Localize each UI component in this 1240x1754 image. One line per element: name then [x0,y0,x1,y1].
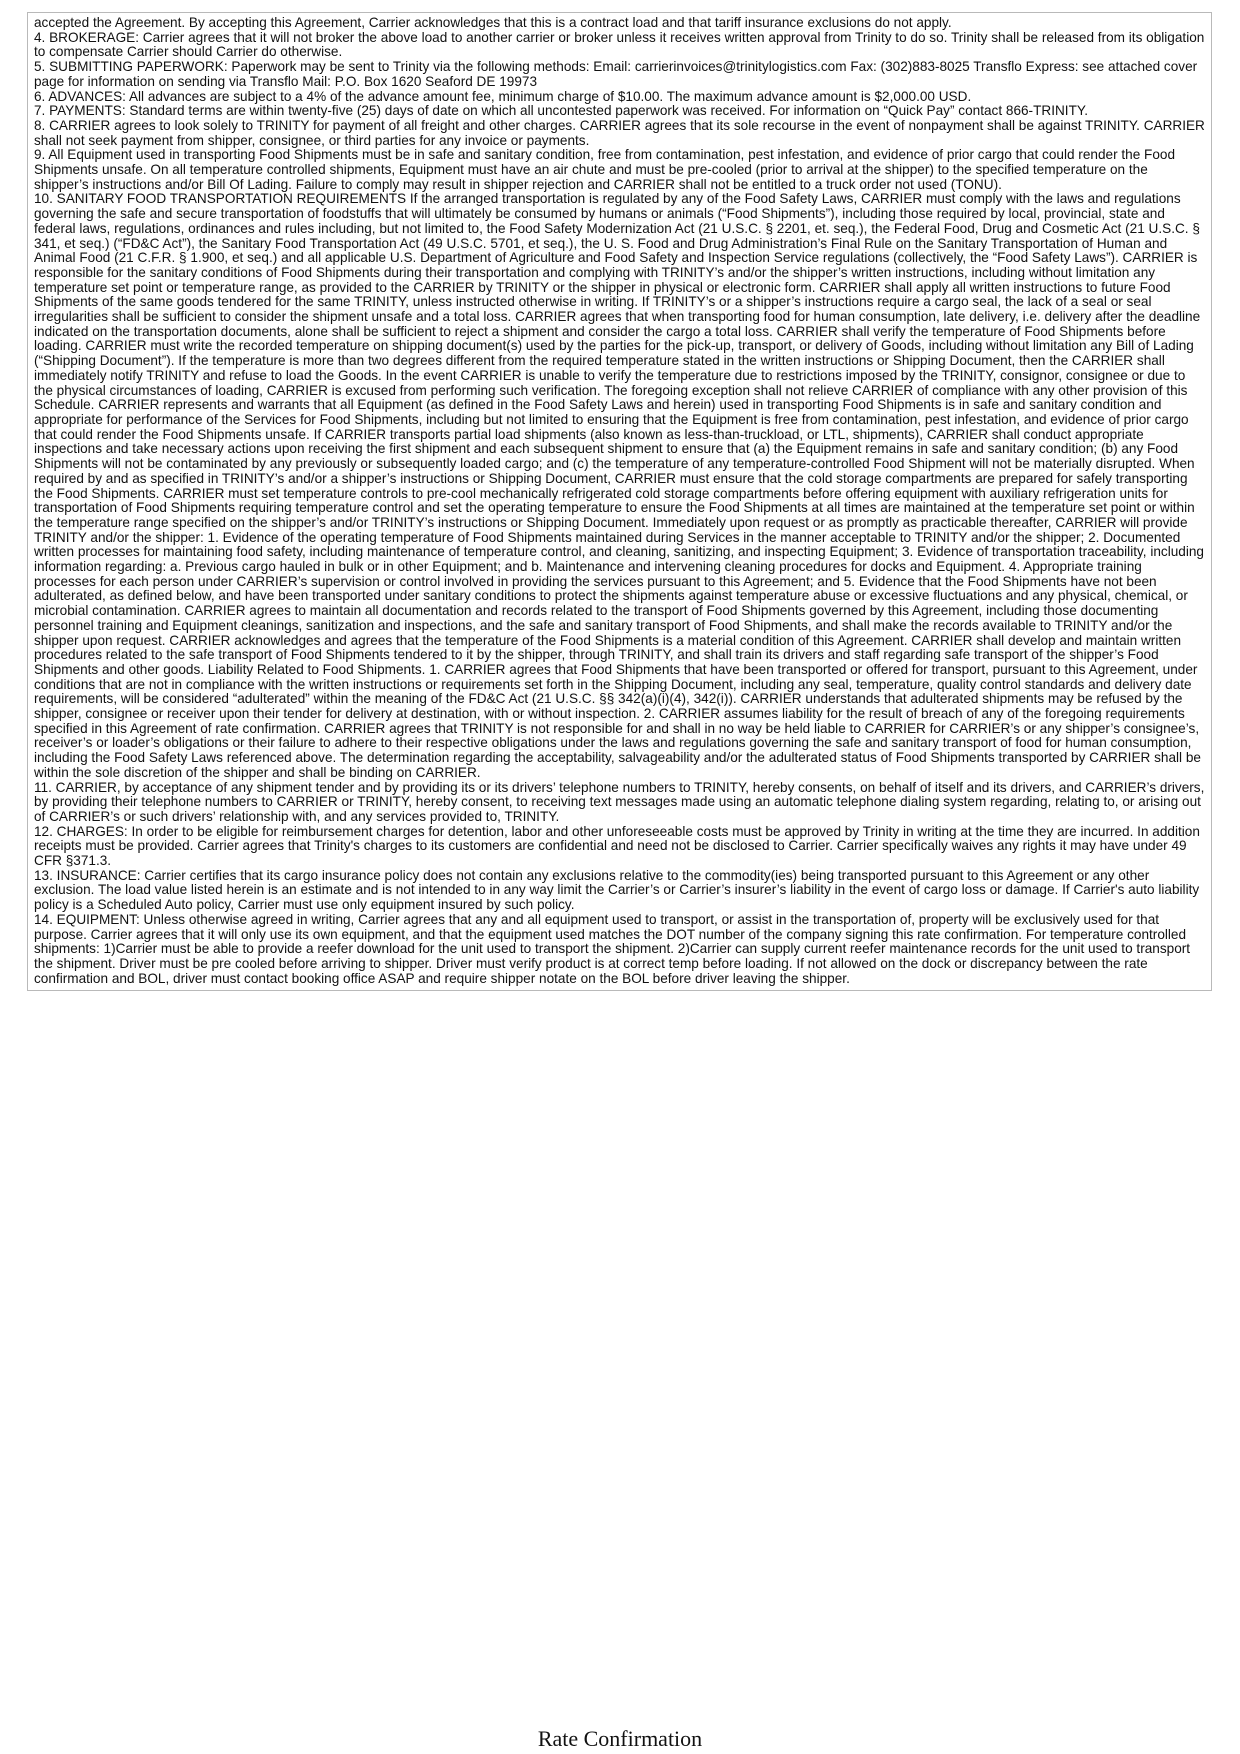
clause-charges: 12. CHARGES: In order to be eligible for reimbursement charges for detention, labor and other unforeseeable costs must be approved by Trinity in writing at the time they are incurred. In addition receipts must be provided. Carrier agrees that Trinity's charges to its customers are confidential and need not be disclosed to Carrier. Carrier specifically waives any rights it may have under 49 CFR §371.3. [34,823,1200,869]
clause-brokerage: 4. BROKERAGE: Carrier agrees that it will not broker the above load to another carrier or broker unless it receives written approval from Trinity to do so. Trinity shall be released from its obligation to compensate Carrier should Carrier do otherwise. [34,29,1205,60]
clause-payments: 7. PAYMENTS: Standard terms are within twenty-five (25) days of date on which all uncontested paperwork was received. For information on “Quick Pay” contact 866-TRINITY. [34,103,1088,119]
clause-sanitary-food-transportation: 10. SANITARY FOOD TRANSPORTATION REQUIREMENTS If the arranged transportation is regulated by any of the Food Safety Laws, CARRIER must comply with the laws and regulations governing the safe and secure transportation of foodstuffs that will ultimately be consumed by humans or animals (“Food Shipments”), including those required by local, provincial, state and federal laws, regulations, ordinances and rules including, but not limited to, the Food Safety Modernization Act (21 U.S.C. § 2201, et. seq.), the Federal Food, Drug and Cosmetic Act (21 U.S.C. § 341, et seq.) (“FD&C Act”), the Sanitary Food Transportation Act (49 U.S.C. 5701, et seq.), the U. S. Food and Drug Administration’s Final Rule on the Sanitary Transportation of Human and Animal Food (21 C.F.R. § 1.900, et seq.) and all applicable U.S. Department of Agriculture and Food Safety and Inspection Service regulations (collectively, the “Food Safety Laws”). CARRIER is responsible for the sanitary conditions of Food Shipments during their transportation and complying with TRINITY’s and/or the shipper’s written instructions, including without limitation any temperature set point or temperature range, as provided to the CARRIER by TRINITY or the shipper in physical or electronic form. CARRIER shall apply all written instructions to future Food Shipments of the same goods tendered for the same TRINITY, unless instructed otherwise in writing. If TRINITY’s or a shipper’s instructions require a cargo seal, the lack of a seal or seal irregularities shall be sufficient to consider the shipment unsafe and a total loss. CARRIER agrees that when transporting food for human consumption, late delivery, i.e. delivery after the deadline indicated on the transportation documents, alone shall be sufficient to reject a shipment and consider the cargo a total loss. CARRIER shall verify the temperature of Food Shipments before loading. CARRIER must write the recorded temperature on shipping document(s) used by the parties for the pick-up, transport, or delivery of Goods, including without limitation any Bill of Lading (“Shipping Document”). If the temperature is more than two degrees different from the required temperature stated in the written instructions or Shipping Document, then the CARRIER shall immediately notify TRINITY and refuse to load the Goods. In the event CARRIER is unable to verify the temperature due to restrictions imposed by the TRINITY, consignor, consignee or due to the physical circumstances of loading, CARRIER is excused from performing such verification. The foregoing exception shall not relieve CARRIER of compliance with any other provision of this Schedule. CARRIER represents and warrants that all Equipment (as defined in the Food Safety Laws and herein) used in transporting Food Shipments is in safe and sanitary condition and appropriate for performance of the Services for Food Shipments, including but not limited to ensuring that the Equipment is free from contamination, pest infestation, and evidence of prior cargo that could render the Food Shipments unsafe. If CARRIER transports partial load shipments (also known as less-than-truckload, or LTL, shipments), CARRIER shall conduct appropriate inspections and take necessary actions upon receiving the first shipment and each subsequent shipment to ensure that (a) the Equipment remains in safe and sanitary condition; (b) any Food Shipments will not be contaminated by any previously or subsequently loaded cargo; and (c) the temperature of any temperature-controlled Food Shipment will not be materially disrupted. When required by and as specified in TRINITY’s and/or a shipper’s instructions or Shipping Document, CARRIER must ensure that the cold storage compartments are prepared for safely transporting the Food Shipments. CARRIER must set temperature controls to pre-cool mechanically refrigerated cold storage compartments before offering equipment with auxiliary refrigeration units for transportation of Food Shipments requiring temperature control and set the operating temperature to ensure the Food Shipments at all times are maintained at the temperature set point or within the temperature range specified on the shipper’s and/or TRINITY’s instructions or Shipping Document. Immediately upon request or as promptly as practicable thereafter, CARRIER will provide TRINITY and/or the shipper: 1. Evidence of the operating temperature of Food Shipments maintained during Services in the manner acceptable to TRINITY and/or the shipper; 2. Documented written processes for maintaining food safety, including maintenance of temperature control, and cleaning, sanitizing, and inspecting Equipment; 3. Evidence of transportation traceability, including information regarding: a. Previous cargo hauled in bulk or in other Equipment; and b. Maintenance and intervening cleaning procedures for docks and Equipment. 4. Appropriate training processes for each person under CARRIER’s supervision or control involved in providing the services pursuant to this Agreement; and 5. Evidence that the Food Shipments have not been adulterated, as defined below, and have been transported under sanitary conditions to protect the shipments against temperature abuse or excessive fluctuations and any physical, chemical, or microbial contamination. CARRIER agrees to maintain all documentation and records related to the transport of Food Shipments governed by this Agreement, including those documenting personnel training and Equipment cleanings, sanitization and inspections, and the safe and sanitary transport of Food Shipments, and shall make the records available to TRINITY and/or the shipper upon request. CARRIER acknowledges and agrees that the temperature of the Food Shipments is a material condition of this Agreement. CARRIER shall develop and maintain written procedures related to the safe transport of Food Shipments tendered to it by the shipper, through TRINITY, and shall train its drivers and staff regarding safe transport of the shipper’s Food Shipments and other goods. Liability Related to Food Shipments. 1. CARRIER agrees that Food Shipments that have been transported or offered for transport, pursuant to this Agreement, under conditions that are not in compliance with the written instructions or requirements set forth in the Shipping Document, including any seal, temperature, quality control standards and delivery date requirements, will be considered “adulterated” within the meaning of the FD&C Act (21 U.S.C. §§ 342(a)(i)(4), 342(i)). CARRIER understands that adulterated shipments may be refused by the shipper, consignee or receiver upon their tender for delivery at destination, with or without inspection. 2. CARRIER assumes liability for the result of breach of any of the foregoing requirements specified in this Agreement of rate confirmation. CARRIER agrees that TRINITY is not responsible for and shall in no way be held liable to CARRIER for CARRIER’s or any shipper’s consignee’s, receiver’s or loader’s obligations or their failure to adhere to their respective obligations under the laws and regulations governing the safe and sanitary transport of food for human consumption, including the Food Safety Laws referenced above. The determination regarding the acceptability, salvageability and/or the adulterated status of Food Shipments transported by CARRIER shall be within the sole discretion of the shipper and shall be binding on CARRIER. [34,191,1204,780]
clause-advances: 6. ADVANCES: All advances are subject to a 4% of the advance amount fee, minimum charge of $10.00. The maximum advance amount is $2,000.00 USD. [34,88,972,104]
terms-and-conditions-box [27,12,1212,991]
clause-insurance: 13. INSURANCE: Carrier certifies that its cargo insurance policy does not contain any exclusions relative to the commodity(ies) being transported pursuant to this Agreement or any other exclusion. The load value listed herein is an estimate and is not intended to in any way limit the Carrier’s or Carrier’s insurer’s liability in the event of cargo loss or damage. If Carrier's auto liability policy is a Scheduled Auto policy, Carrier must use only equipment insured by such policy. [34,867,1200,913]
clause-equipment-sanitation: 9. All Equipment used in transporting Food Shipments must be in safe and sanitary condition, free from contamination, pest infestation, and evidence of prior cargo that could render the Food Shipments unsafe. On all temperature controlled shipments, Equipment must have an air chute and must be pre-cooled (prior to arrival at the shipper) to the specified temperature on the shipper’s instructions and/or Bill Of Lading. Failure to comply may result in shipper rejection and CARRIER shall not be entitled to a truck order not used (TONU). [34,147,1176,192]
clause-equipment: 14. EQUIPMENT: Unless otherwise agreed in writing, Carrier agrees that any and all equipment used to transport, or assist in the transportation of, property will be exclusively used for that purpose. Carrier agrees that it will only use its own equipment, and that the equipment used matches the DOT number of the company signing this rate confirmation. For temperature controlled shipments: 1)Carrier must be able to provide a reefer download for the unit used to transport the shipment. 2)Carrier can supply current reefer maintenance records for the unit used to transport the shipment. Driver must be pre cooled before arriving to shipper. Driver must verify product is at correct temp before loading. If not allowed on the dock or discrepancy between the rate confirmation and BOL, driver must contact booking office ASAP and require shipper notate on the BOL before driver leaving the shipper. [34,911,1191,986]
clause-text-message-consent: 11. CARRIER, by acceptance of any shipment tender and by providing its or its drivers’ telephone numbers to TRINITY, hereby consents, on behalf of itself and its drivers, and CARRIER’s drivers, by providing their telephone numbers to CARRIER or TRINITY, hereby consent, to receiving text messages made using an automatic telephone dialing system regarding, relating to, or arising out of CARRIER’s or such drivers’ relationship with, and any services provided to, TRINITY. [34,779,1205,824]
clause-submitting-paperwork: 5. SUBMITTING PAPERWORK: Paperwork may be sent to Trinity via the following methods: Email: carrierinvoices@trinitylogistics.com Fax: (302)883-8025 Transflo Express: see attached cover page for information on sending via Transflo Mail: P.O. Box 1620 Seaford DE 19973 [34,59,1198,89]
clause-payment-recourse: 8. CARRIER agrees to look solely to TRINITY for payment of all freight and other charges. CARRIER agrees that its sole recourse in the event of nonpayment shall be against TRINITY. CARRIER shall not seek payment from shipper, consignee, or third parties for any invoice or payments. [34,117,1205,148]
terms-intro: accepted the Agreement. By accepting this Agreement, Carrier acknowledges that this is a contract load and that tariff insurance exclusions do not apply. [34,15,952,30]
page-footer-title: Rate Confirmation [537,1726,703,1751]
